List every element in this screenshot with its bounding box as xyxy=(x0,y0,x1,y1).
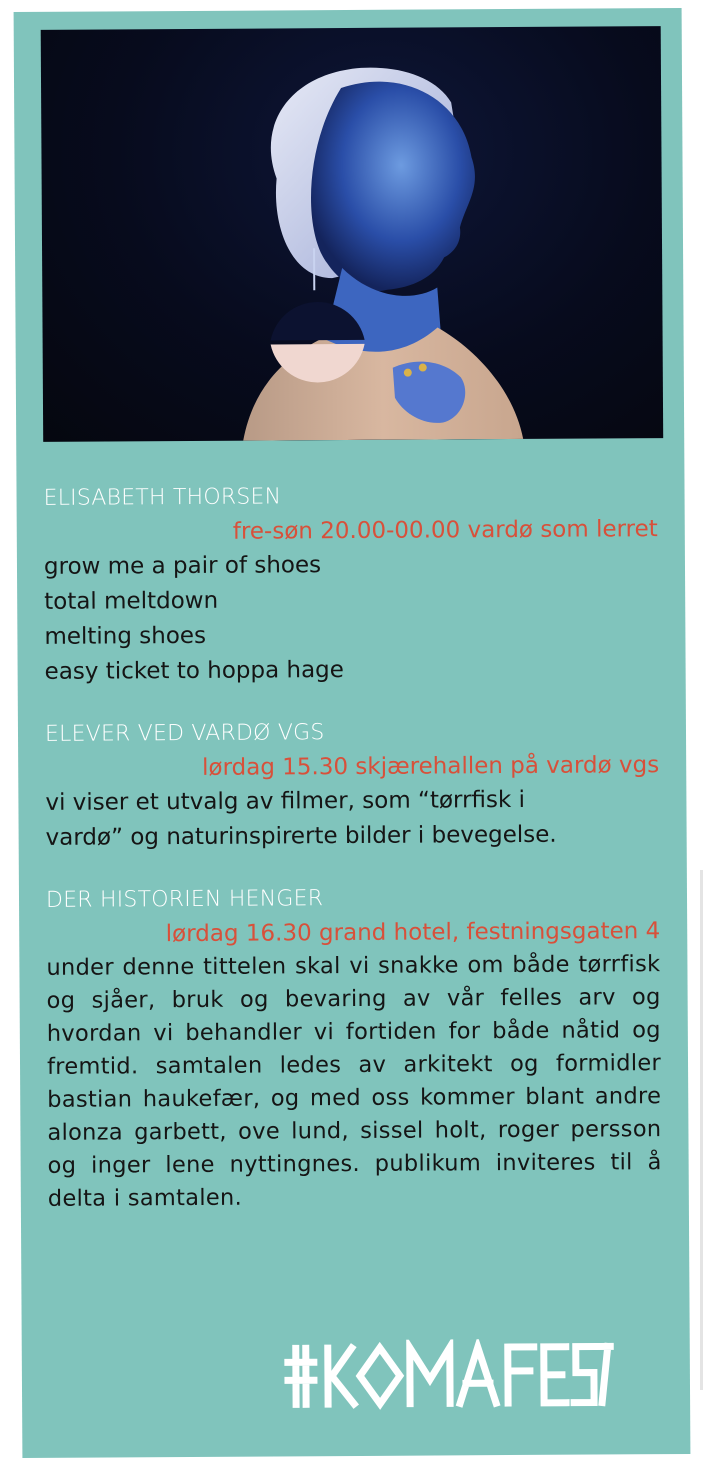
program-panel xyxy=(14,8,691,1458)
description-line: vi viser et utvalg av filmer, som “tørrfisk i xyxy=(45,786,526,816)
section-elever-vardo-vgs xyxy=(45,714,660,856)
film-title: grow me a pair of shoes xyxy=(43,552,322,580)
description-line: vardø” og naturinspirerte bilder i bevegelse. xyxy=(45,821,557,851)
portrait-illustration xyxy=(41,26,664,442)
film-title: total meltdown xyxy=(44,587,219,615)
artist-photo xyxy=(41,26,664,442)
page-edge-line xyxy=(700,870,703,1390)
event-details: fre-søn 20.00-00.00 vardø som lerret xyxy=(232,516,658,545)
skomafest-logo xyxy=(284,1338,614,1412)
section-title: ELISABETH THORSEN xyxy=(43,484,282,511)
section-title: ELEVER VED VARDØ VGS xyxy=(44,720,325,747)
film-title: melting shoes xyxy=(44,622,207,650)
program-content xyxy=(43,478,662,1244)
event-details: lørdag 15.30 skjærehallen på vardø vgs xyxy=(202,752,660,781)
event-details: lørdag 16.30 grand hotel, festningsgaten 4 xyxy=(165,918,661,948)
film-title: easy ticket to hoppa hage xyxy=(44,657,344,685)
section-der-historien-henger xyxy=(46,880,662,1216)
event-description: under denne tittelen skal vi snakke om både tørrfisk og sjåer, bruk og bevaring av vår felles arv og hvordan vi behandler vi fortiden for både nåtid og fremtid. samtalen ledes av arkitekt og formidler bastian haukefær, og med oss kommer blant andre alonza garbett, ove lund, sissel holt, roger persson og inger lene nyttingnes. publikum inviteres til å delta i samtalen. xyxy=(46,951,662,1212)
section-elisabeth-thorsen xyxy=(43,478,658,690)
section-title: DER HISTORIEN HENGER xyxy=(45,886,324,913)
